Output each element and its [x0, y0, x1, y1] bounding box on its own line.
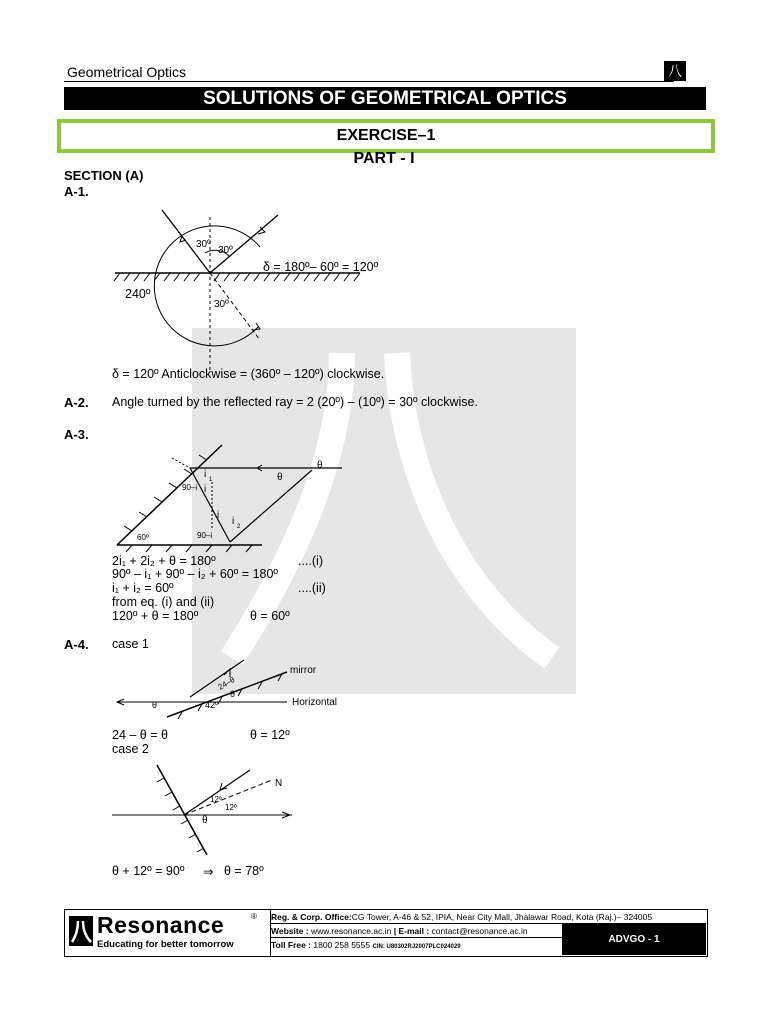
- a4-case2-right: θ = 78º: [224, 864, 264, 878]
- a3-sub-2: 2: [237, 524, 241, 530]
- a3-line-2: 90º – i₁ + 90º – i₂ + 60º = 180º: [112, 567, 278, 581]
- email-label: | E-mail :: [393, 926, 430, 936]
- a3-i1-a: i: [204, 469, 207, 480]
- resonance-logo: [65, 910, 270, 955]
- brand-name: Resonance: [97, 912, 225, 938]
- a3-theta-1: θ: [277, 472, 283, 483]
- a4-case1-right: θ = 12º: [250, 728, 290, 742]
- a1-delta: δ = 180º– 60º = 120º: [263, 260, 379, 274]
- a3-eq-1: ....(i): [298, 554, 323, 568]
- a4-figure-1: [112, 655, 352, 725]
- a3-line-4: from eq. (i) and (ii): [112, 595, 215, 609]
- office-address: CG Tower, A-46 & 52, IPIA, Near City Mall, Jhalawar Road, Kota (Raj.)– 324005: [351, 912, 653, 922]
- a4-24-theta: 24–θ: [216, 675, 237, 692]
- a3-i1-b: i: [204, 484, 207, 495]
- chapter-title: Geometrical Optics: [67, 64, 187, 80]
- brand-tagline: Educating for better tomorrow: [97, 939, 234, 950]
- a1-figure: [110, 205, 410, 370]
- page-code: ADVGO - 1: [562, 924, 706, 955]
- a3-final-left: 120º + θ = 180º: [112, 609, 199, 623]
- a4-case1: case 1: [112, 637, 149, 651]
- a3-final-right: θ = 60º: [250, 609, 290, 623]
- a2-label: A-2.: [64, 395, 89, 410]
- web-label: Website :: [271, 926, 309, 936]
- resonance-mini-logo-icon: 八: [664, 61, 686, 81]
- a4-figure-2: [112, 760, 312, 860]
- exercise-heading: EXERCISE–1: [57, 119, 715, 153]
- a3-line-3: i₁ + i₂ = 60º: [112, 581, 174, 595]
- a1-angle-1: 30º: [196, 239, 211, 250]
- footer-toll-row: [271, 940, 461, 950]
- a1-angle-240: 240º: [125, 287, 151, 301]
- a4-42: 42º: [205, 700, 219, 710]
- a1-angle-3: 30º: [214, 299, 229, 310]
- a3-sub-1: 1: [209, 477, 213, 483]
- website-link[interactable]: www.resonance.ac.in: [311, 926, 392, 936]
- a1-answer: δ = 120º Anticlockwise = (360º – 120º) clockwise.: [112, 367, 385, 381]
- a4-horizontal: Horizontal: [292, 697, 338, 708]
- section-heading: SECTION (A): [64, 168, 144, 183]
- cin-number: CIN: U80302RJ2007PLC024029: [372, 944, 461, 950]
- email-link[interactable]: contact@resonance.ac.in: [431, 926, 528, 936]
- brand-reg: ®: [251, 912, 257, 921]
- a3-eq-2: ....(ii): [298, 581, 326, 595]
- a4-case2-arrow: ⇒: [203, 865, 214, 879]
- a1-angle-2: 30º: [218, 245, 233, 256]
- a3-label: A-3.: [64, 427, 89, 442]
- a3-theta-2: θ: [317, 460, 323, 471]
- part-heading: PART - I: [353, 150, 415, 167]
- a3-figure: [112, 440, 352, 555]
- a4-mirror: mirror: [290, 665, 317, 676]
- a3-compl-2: 90–i: [197, 531, 213, 540]
- resonance-logo-icon: [69, 916, 93, 946]
- a2-text: Angle turned by the reflected ray = 2 (20º) – (10º) = 30º clockwise.: [112, 395, 478, 409]
- a4-case2-left: θ + 12º = 90º: [112, 864, 185, 878]
- a4-case1-left: 24 – θ = θ: [112, 728, 168, 742]
- toll-label: Toll Free :: [271, 940, 311, 950]
- header-rule: [64, 81, 674, 82]
- a3-compl-1: 90–i: [182, 483, 198, 492]
- a3-line-1: 2i₁ + 2i₂ + θ = 180º: [112, 554, 216, 568]
- a4-12-a: 12º: [210, 795, 222, 804]
- a3-i2-a: i: [217, 510, 220, 521]
- a4-theta-3: θ: [202, 815, 208, 826]
- a4-case2: case 2: [112, 742, 149, 756]
- a4-label: A-4.: [64, 637, 89, 652]
- a4-theta-1: θ: [152, 700, 158, 710]
- a4-n: N: [275, 778, 283, 789]
- page-title: SOLUTIONS OF GEOMETRICAL OPTICS: [64, 87, 706, 110]
- footer-web-row: [271, 926, 528, 936]
- a1-label: A-1.: [64, 184, 89, 199]
- a4-theta-2: θ: [230, 689, 236, 699]
- a3-deg60: 60º: [137, 533, 149, 542]
- footer-office-row: [271, 912, 652, 922]
- a3-i2-b: i: [232, 516, 235, 527]
- a4-12-b: 12º: [225, 803, 237, 812]
- toll-number: 1800 258 5555: [313, 940, 371, 950]
- office-label: Reg. & Corp. Office:: [271, 912, 352, 922]
